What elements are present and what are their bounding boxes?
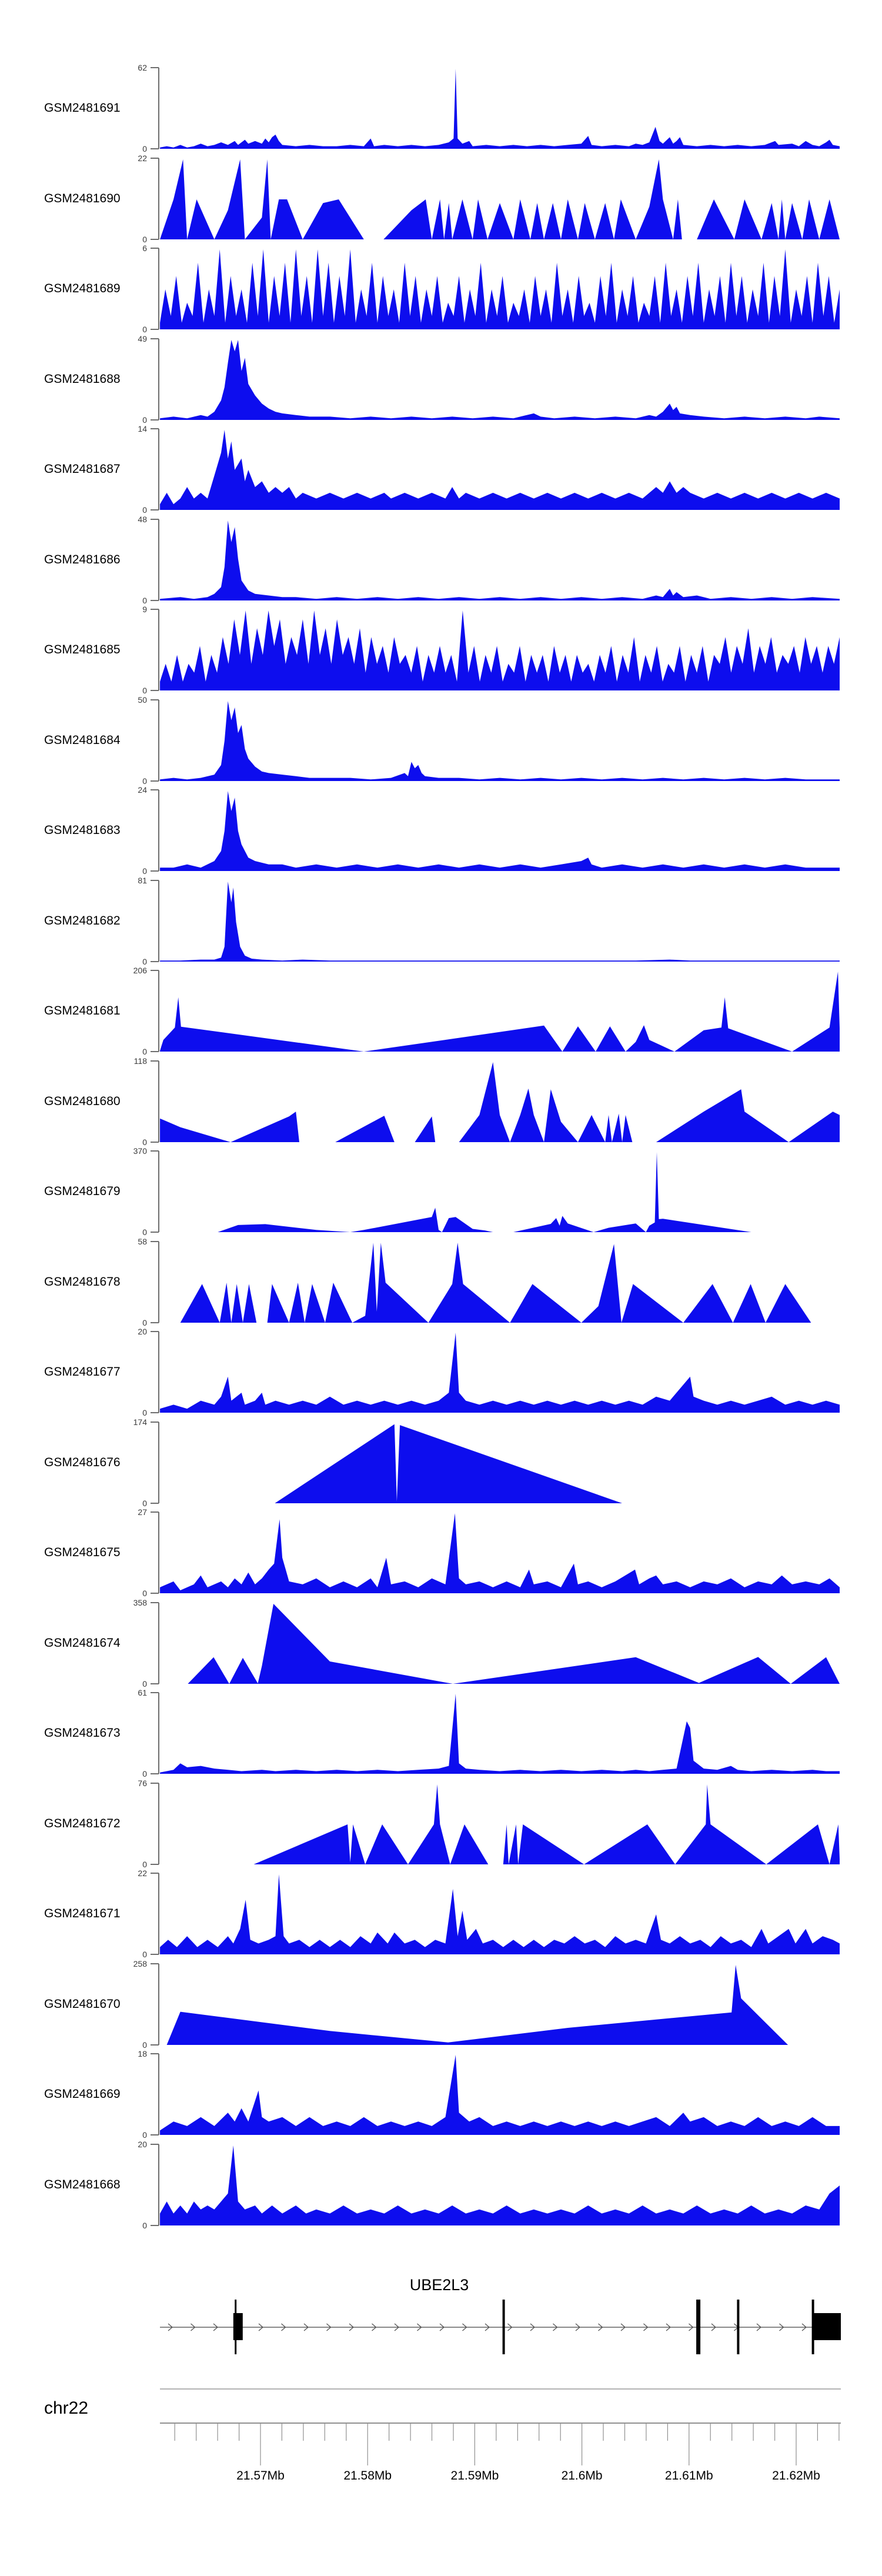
y-axis-line (158, 158, 159, 239)
track-ymax-value: 174 (133, 1417, 147, 1427)
y-axis-tick (151, 1773, 159, 1774)
track-row (0, 514, 882, 605)
axis-tick-label: 21.57Mb (236, 2469, 285, 2482)
track-ymax-value: 61 (138, 1688, 147, 1697)
y-axis-line (158, 790, 159, 871)
y-axis-tick (151, 239, 159, 240)
track-row (0, 1417, 882, 1508)
track-sample-label: GSM2481687 (44, 462, 121, 476)
y-axis-tick (151, 1864, 159, 1865)
signal-area-plot (160, 339, 840, 420)
signal-area-plot (160, 1873, 840, 1954)
track-ymax-value: 62 (138, 63, 147, 72)
y-axis-line (158, 1151, 159, 1232)
track-sample-label: GSM2481669 (44, 2087, 121, 2101)
signal-area-plot (160, 700, 840, 781)
track-ymin-value: 0 (142, 144, 147, 154)
y-axis-tick (151, 1412, 159, 1413)
y-axis-tick (151, 970, 159, 971)
y-axis-tick (151, 609, 159, 610)
y-axis-tick (151, 2044, 159, 2046)
track-ymax-value: 81 (138, 875, 147, 885)
y-axis-line (158, 429, 159, 510)
track-row (0, 424, 882, 515)
y-axis-tick (151, 699, 159, 700)
track-sample-label: GSM2481688 (44, 372, 121, 386)
track-row (0, 1958, 882, 2050)
track-ymin-value: 0 (142, 1859, 147, 1869)
track-row (0, 153, 882, 244)
signal-area-plot (160, 970, 840, 1052)
signal-area-plot (160, 158, 840, 239)
track-ymax-value: 58 (138, 1236, 147, 1246)
track-ymin-value: 0 (142, 1227, 147, 1237)
track-ymax-value: 20 (138, 1327, 147, 1336)
y-axis-tick (151, 1232, 159, 1233)
track-row (0, 2139, 882, 2230)
track-ymax-value: 27 (138, 1507, 147, 1517)
track-row (0, 1597, 882, 1689)
y-axis-line (158, 1964, 159, 2045)
y-axis-tick (151, 248, 159, 249)
y-axis-line (158, 1512, 159, 1593)
track-ymax-value: 24 (138, 785, 147, 795)
track-ymin-value: 0 (142, 776, 147, 786)
track-row (0, 1146, 882, 1237)
track-sample-label: GSM2481670 (44, 1997, 121, 2011)
y-axis-line (158, 1693, 159, 1774)
track-sample-label: GSM2481691 (44, 101, 121, 115)
signal-area-plot (160, 1332, 840, 1413)
signal-area-plot (160, 1693, 840, 1774)
signal-area-plot (160, 1422, 840, 1503)
y-axis-tick (151, 2134, 159, 2135)
track-ymax-value: 22 (138, 1868, 147, 1878)
track-row (0, 1778, 882, 1869)
track-ymin-value: 0 (142, 1137, 147, 1147)
track-sample-label: GSM2481673 (44, 1726, 121, 1740)
track-row (0, 695, 882, 786)
track-row (0, 1507, 882, 1598)
signal-area-plot (160, 1061, 840, 1142)
track-ymax-value: 48 (138, 514, 147, 524)
track-ymin-value: 0 (142, 686, 147, 695)
signal-area-plot (160, 1783, 840, 1864)
y-axis-tick (151, 1593, 159, 1594)
y-axis-tick (151, 1331, 159, 1332)
track-ymin-value: 0 (142, 1408, 147, 1417)
signal-area-plot (160, 519, 840, 600)
track-sample-label: GSM2481686 (44, 552, 121, 566)
y-axis-tick (151, 1142, 159, 1143)
y-axis-tick (151, 690, 159, 691)
y-axis-tick (151, 1954, 159, 1955)
y-axis-tick (151, 780, 159, 782)
track-sample-label: GSM2481668 (44, 2177, 121, 2191)
y-axis-tick (151, 789, 159, 790)
track-ymin-value: 0 (142, 1589, 147, 1598)
track-row (0, 1688, 882, 1778)
y-axis-line (158, 609, 159, 690)
track-sample-label: GSM2481682 (44, 913, 121, 927)
y-axis-tick (151, 2053, 159, 2054)
track-ymin-value: 0 (142, 2130, 147, 2140)
y-axis-line (158, 1873, 159, 1954)
y-axis-tick (151, 2225, 159, 2226)
track-ymin-value: 0 (142, 1498, 147, 1508)
track-ymin-value: 0 (142, 234, 147, 244)
track-ymax-value: 258 (133, 1958, 147, 1968)
y-axis-tick (151, 1150, 159, 1152)
chromosome-label: chr22 (44, 2398, 89, 2418)
track-sample-label: GSM2481674 (44, 1636, 121, 1650)
y-axis-tick (151, 1602, 159, 1603)
y-axis-tick (151, 961, 159, 962)
signal-area-plot (160, 2054, 840, 2135)
exon-bar (812, 2300, 814, 2354)
track-ymin-value: 0 (142, 2220, 147, 2230)
track-row (0, 1327, 882, 1417)
y-axis-line (158, 700, 159, 781)
track-ymin-value: 0 (142, 505, 147, 515)
axis-tick-label: 21.6Mb (561, 2469, 603, 2482)
y-axis-tick (151, 2144, 159, 2145)
y-axis-line (158, 1422, 159, 1503)
signal-area-plot (160, 880, 840, 962)
y-axis-tick (151, 1873, 159, 1874)
y-axis-tick (151, 338, 159, 339)
y-axis-line (158, 68, 159, 149)
track-sample-label: GSM2481680 (44, 1094, 121, 1108)
y-axis-tick (151, 419, 159, 421)
axis-tick-label: 21.59Mb (450, 2469, 499, 2482)
track-row (0, 966, 882, 1056)
track-sample-label: GSM2481671 (44, 1907, 121, 1920)
track-ymax-value: 118 (133, 1056, 147, 1066)
track-ymin-value: 0 (142, 1679, 147, 1689)
exon-bar (737, 2300, 739, 2354)
exon-bar (696, 2300, 700, 2354)
y-axis-line (158, 519, 159, 600)
y-axis-tick (151, 148, 159, 149)
y-axis-line (158, 248, 159, 329)
signal-area-plot (160, 609, 840, 690)
y-axis-line (158, 1332, 159, 1413)
track-sample-label: GSM2481677 (44, 1365, 121, 1379)
track-sample-label: GSM2481672 (44, 1816, 121, 1830)
track-sample-label: GSM2481690 (44, 191, 121, 205)
axis-tick-label: 21.62Mb (772, 2469, 820, 2482)
track-ymax-value: 76 (138, 1778, 147, 1788)
track-ymax-value: 50 (138, 695, 147, 705)
y-axis-tick (151, 329, 159, 330)
gene-name-label: UBE2L3 (409, 2276, 469, 2294)
signal-area-plot (160, 1964, 840, 2045)
axis-tick-label: 21.58Mb (343, 2469, 392, 2482)
track-ymin-value: 0 (142, 415, 147, 425)
y-axis-line (158, 1242, 159, 1323)
y-axis-tick (151, 158, 159, 159)
exon-bar (503, 2300, 505, 2354)
track-ymin-value: 0 (142, 1769, 147, 1778)
track-row (0, 1236, 882, 1327)
y-axis-tick (151, 428, 159, 429)
y-axis-tick (151, 1051, 159, 1052)
track-ymax-value: 14 (138, 424, 147, 433)
signal-area-plot (160, 248, 840, 329)
y-axis-line (158, 1783, 159, 1864)
y-axis-tick (151, 1511, 159, 1513)
track-row (0, 243, 882, 334)
track-ymax-value: 18 (138, 2049, 147, 2058)
y-axis-tick (151, 509, 159, 510)
track-ymax-value: 49 (138, 333, 147, 343)
track-sample-label: GSM2481689 (44, 282, 121, 295)
track-sample-label: GSM2481684 (44, 733, 121, 747)
track-ymin-value: 0 (142, 866, 147, 876)
track-ymin-value: 0 (142, 1950, 147, 1959)
y-axis-tick (151, 1422, 159, 1423)
exon-box (233, 2313, 243, 2340)
axis-separator-line (160, 2388, 841, 2390)
signal-area-plot (160, 1512, 840, 1593)
track-ymax-value: 370 (133, 1146, 147, 1156)
y-axis-tick (151, 870, 159, 872)
y-axis-tick (151, 1241, 159, 1242)
track-row (0, 1056, 882, 1147)
y-axis-line (158, 1061, 159, 1142)
track-ymin-value: 0 (142, 956, 147, 966)
track-ymax-value: 206 (133, 966, 147, 975)
signal-area-plot (160, 68, 840, 149)
track-ymax-value: 20 (138, 2139, 147, 2149)
signal-area-plot (160, 790, 840, 871)
y-axis-tick (151, 1503, 159, 1504)
track-ymin-value: 0 (142, 595, 147, 605)
track-row (0, 333, 882, 425)
track-row (0, 63, 882, 154)
track-sample-label: GSM2481679 (44, 1184, 121, 1198)
axis-tick-label: 21.61Mb (664, 2469, 713, 2482)
track-ymin-value: 0 (142, 2040, 147, 2050)
y-axis-line (158, 1603, 159, 1684)
signal-area-plot (160, 1151, 840, 1232)
y-axis-tick (151, 1783, 159, 1784)
track-sample-label: GSM2481685 (44, 643, 121, 656)
track-ymax-value: 6 (142, 243, 147, 253)
track-ymax-value: 358 (133, 1597, 147, 1607)
track-ymin-value: 0 (142, 1047, 147, 1056)
track-ymin-value: 0 (142, 325, 147, 334)
y-axis-tick (151, 1683, 159, 1684)
y-axis-tick (151, 67, 159, 68)
track-sample-label: GSM2481675 (44, 1546, 121, 1559)
track-row (0, 875, 882, 966)
track-sample-label: GSM2481683 (44, 823, 121, 837)
signal-area-plot (160, 2144, 840, 2225)
signal-area-plot (160, 1242, 840, 1323)
track-sample-label: GSM2481678 (44, 1274, 121, 1289)
track-ymax-value: 22 (138, 153, 147, 163)
signal-area-plot (160, 429, 840, 510)
track-sample-label: GSM2481676 (44, 1455, 121, 1469)
signal-area-plot (160, 1603, 840, 1684)
y-axis-line (158, 970, 159, 1052)
genome-coordinate-axis (160, 2422, 841, 2492)
track-row (0, 2049, 882, 2140)
y-axis-tick (151, 1963, 159, 1964)
gene-model-track (160, 2294, 841, 2367)
track-row (0, 605, 882, 695)
y-axis-tick (151, 880, 159, 881)
y-axis-line (158, 339, 159, 420)
track-ymax-value: 9 (142, 605, 147, 614)
y-axis-tick (151, 1322, 159, 1323)
y-axis-tick (151, 1060, 159, 1062)
track-ymin-value: 0 (142, 1317, 147, 1327)
y-axis-line (158, 2054, 159, 2135)
y-axis-line (158, 2144, 159, 2225)
track-row (0, 785, 882, 876)
track-sample-label: GSM2481681 (44, 1004, 121, 1017)
y-axis-tick (151, 600, 159, 601)
y-axis-tick (151, 519, 159, 520)
y-axis-tick (151, 1692, 159, 1693)
exon-box (814, 2313, 841, 2340)
track-row (0, 1868, 882, 1959)
y-axis-line (158, 880, 159, 962)
